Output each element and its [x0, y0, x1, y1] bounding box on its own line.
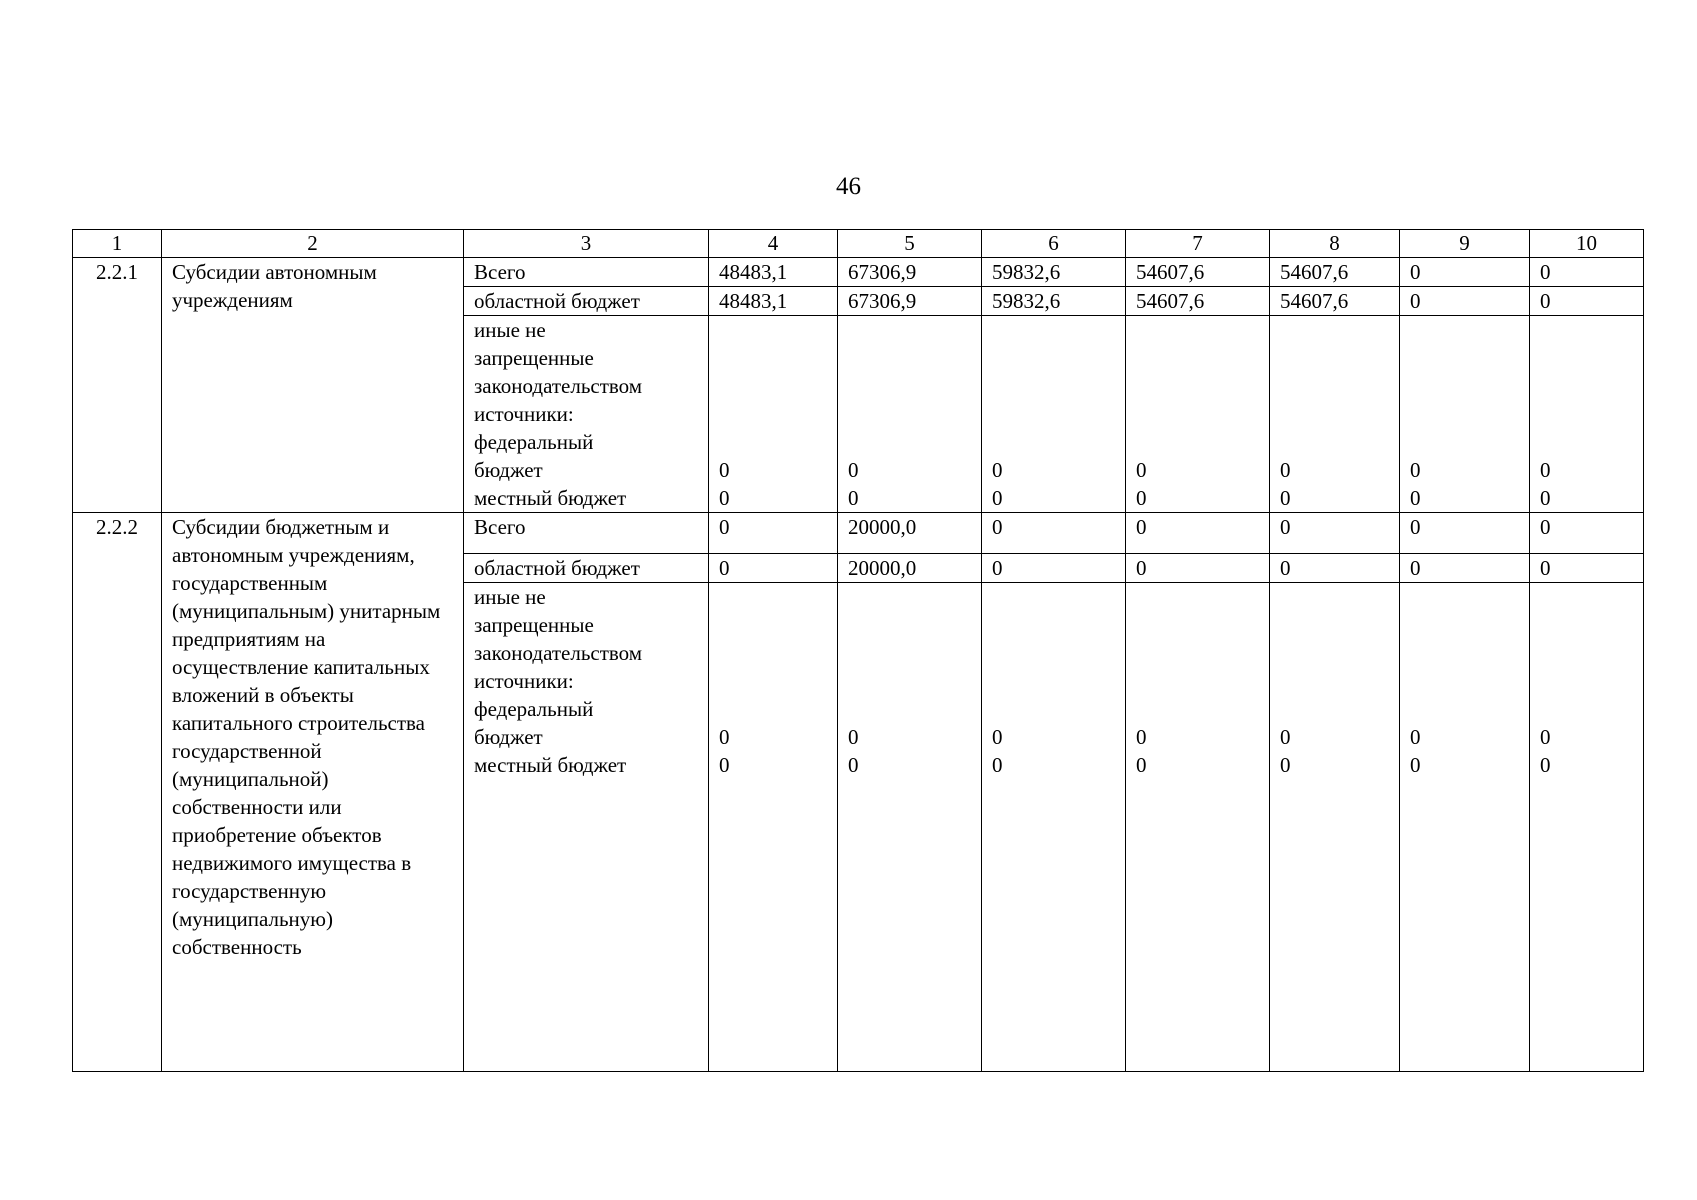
value-cell: 48483,1	[709, 258, 838, 287]
value-cell: 54607,6	[1126, 258, 1270, 287]
value-cell: 20000,0	[838, 554, 982, 583]
table-row	[73, 513, 1644, 554]
column-number-5: 5	[838, 230, 982, 258]
column-number-row	[73, 230, 1644, 258]
value-cell: 0	[709, 554, 838, 583]
source-label: областной бюджет	[464, 554, 709, 583]
value-cell: 0 0	[1400, 316, 1530, 513]
value-cell: 48483,1	[709, 287, 838, 316]
value-cell: 0 0	[1530, 583, 1644, 1072]
item-name: Субсидии автономным учреждениям	[162, 258, 464, 513]
value-cell: 0 0	[838, 583, 982, 1072]
value-cell: 0 0	[1400, 583, 1530, 1072]
column-number-2: 2	[162, 230, 464, 258]
column-number-10: 10	[1530, 230, 1644, 258]
value-cell: 20000,0	[838, 513, 982, 554]
source-label: областной бюджет	[464, 287, 709, 316]
column-number-4: 4	[709, 230, 838, 258]
column-number-8: 8	[1270, 230, 1400, 258]
value-cell: 67306,9	[838, 287, 982, 316]
value-cell: 67306,9	[838, 258, 982, 287]
value-cell: 0	[1400, 554, 1530, 583]
value-cell: 0 0	[1270, 316, 1400, 513]
value-cell: 0	[1126, 554, 1270, 583]
value-cell: 0 0	[709, 583, 838, 1072]
value-cell: 0	[1400, 287, 1530, 316]
value-cell: 0 0	[982, 583, 1126, 1072]
value-cell: 0	[1530, 287, 1644, 316]
value-cell: 0 0	[838, 316, 982, 513]
value-cell: 0 0	[1126, 316, 1270, 513]
value-cell: 0 0	[1126, 583, 1270, 1072]
value-cell: 54607,6	[1270, 258, 1400, 287]
value-cell: 0	[1270, 554, 1400, 583]
value-cell: 0 0	[709, 316, 838, 513]
item-code: 2.2.1	[73, 258, 162, 513]
budget-table	[72, 229, 1644, 1072]
value-cell: 59832,6	[982, 287, 1126, 316]
value-cell: 0	[1126, 513, 1270, 554]
value-cell: 0	[1400, 258, 1530, 287]
other-sources-label: иные не запрещенные законодательством источники: федеральный бюджет местный бюджет	[464, 583, 709, 1072]
value-cell: 0 0	[1530, 316, 1644, 513]
item-code: 2.2.2	[73, 513, 162, 1072]
value-cell: 0	[982, 554, 1126, 583]
column-number-3: 3	[464, 230, 709, 258]
value-cell: 0	[1530, 513, 1644, 554]
value-cell: 0 0	[1270, 583, 1400, 1072]
value-cell: 0 0	[982, 316, 1126, 513]
source-label: Всего	[464, 258, 709, 287]
source-label: Всего	[464, 513, 709, 554]
value-cell: 0	[1270, 513, 1400, 554]
value-cell: 54607,6	[1126, 287, 1270, 316]
value-cell: 54607,6	[1270, 287, 1400, 316]
column-number-6: 6	[982, 230, 1126, 258]
value-cell: 0	[709, 513, 838, 554]
value-cell: 0	[1530, 258, 1644, 287]
value-cell: 0	[1530, 554, 1644, 583]
column-number-9: 9	[1400, 230, 1530, 258]
other-sources-label: иные не запрещенные законодательством источники: федеральный бюджет местный бюджет	[464, 316, 709, 513]
value-cell: 0	[982, 513, 1126, 554]
table-row	[73, 258, 1644, 287]
page-number: 46	[836, 173, 861, 200]
column-number-7: 7	[1126, 230, 1270, 258]
column-number-1: 1	[73, 230, 162, 258]
item-name: Субсидии бюджетным и автономным учреждениям, государственным (муниципальным) унитарным предприятиям на осуществление капитальных вложений в объекты капитального строительства государственной (муниципальной) собственности или приобретение объектов недвижимого имущества в государственную (муниципальную) собственность	[162, 513, 464, 1072]
value-cell: 0	[1400, 513, 1530, 554]
value-cell: 59832,6	[982, 258, 1126, 287]
